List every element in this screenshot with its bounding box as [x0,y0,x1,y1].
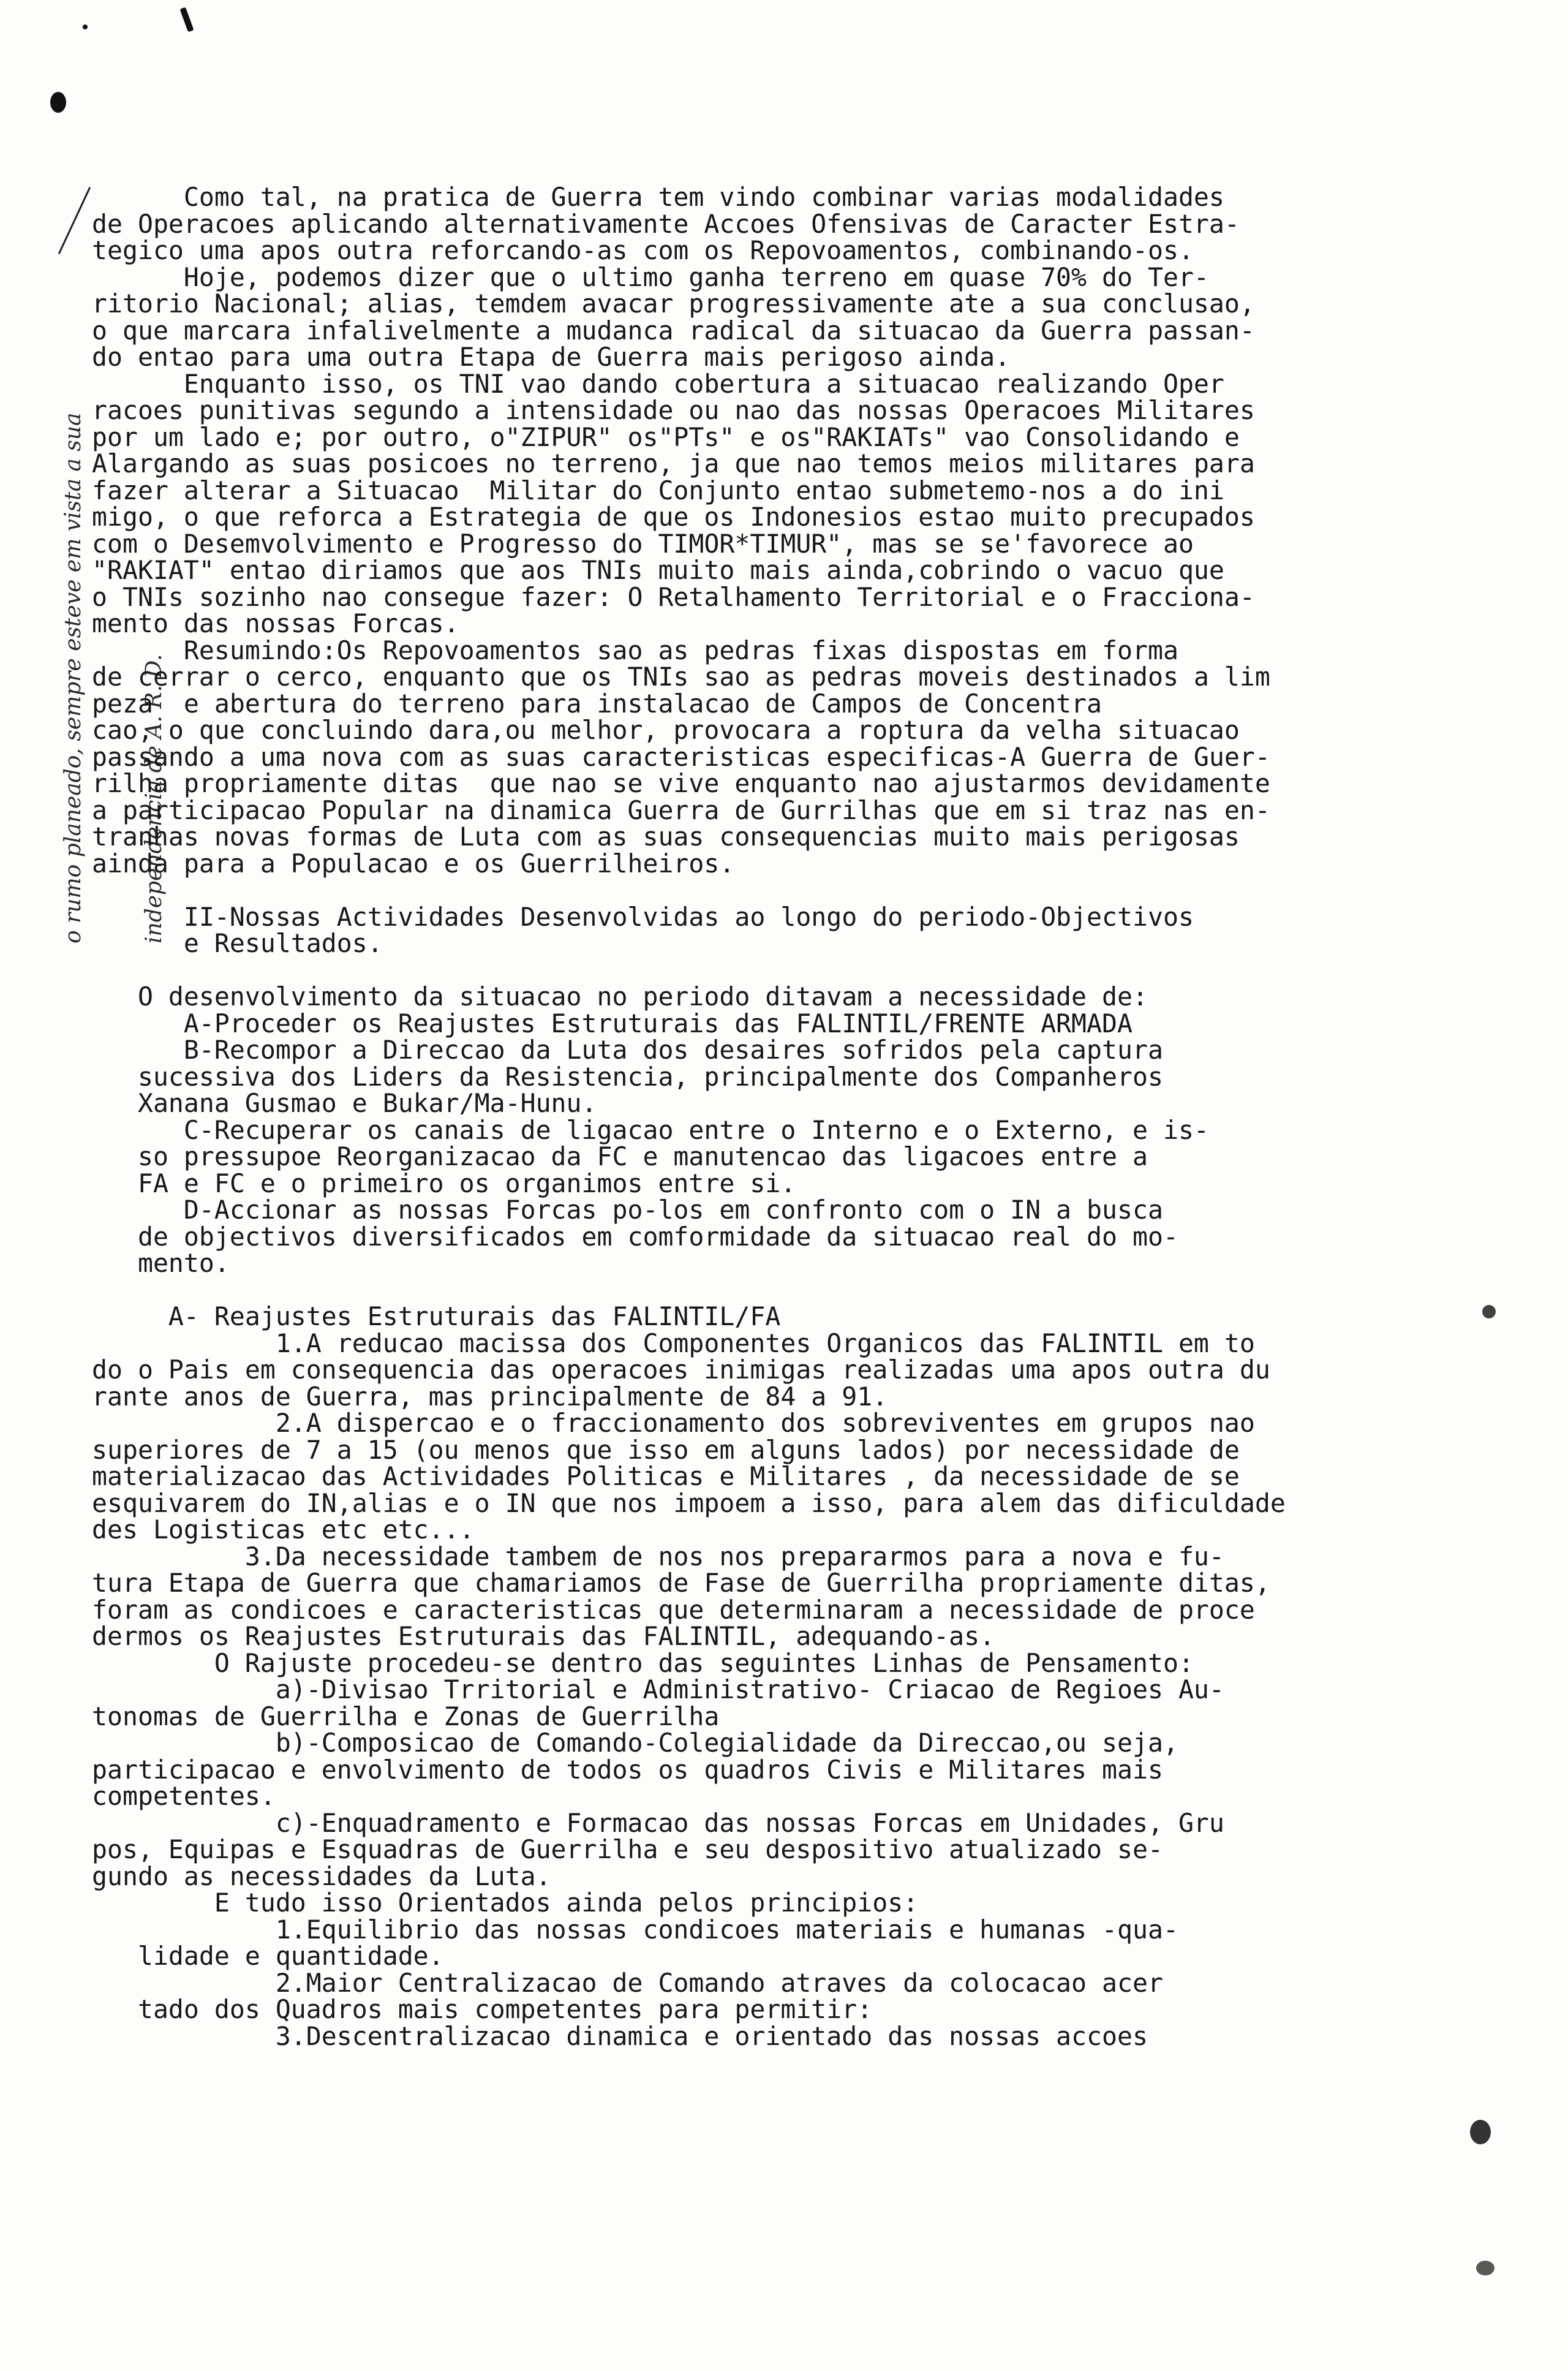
text-line: mento. [92,1248,230,1278]
text-line: pos, Equipas e Esquadras de Guerrilha e seu despositivo atualizado se- [92,1834,1163,1864]
typewritten-body [92,184,1519,2049]
blank-line [92,877,1519,904]
text-line: Resumindo:Os Repovoamentos sao as pedras fixas dispostas em forma [92,635,1178,665]
text-line: lidade e quantidade. [92,1941,444,1971]
margin-note-line-1: o rumo planeado, sempre esteve em vista a sua [61,412,86,943]
text-line: esquivarem do IN,alias e o IN que nos impoem a isso, para alem das dificuldade [92,1488,1286,1518]
text-line: O Rajuste procedeu-se dentro das seguintes Linhas de Pensamento: [92,1647,1194,1678]
ink-speck [179,7,194,32]
text-line: do entao para uma outra Etapa de Guerra mais perigoso ainda. [92,342,1011,372]
text-line: "RAKIAT" entao diriamos que aos TNIs muito mais ainda,cobrindo o vacuo que [92,555,1224,585]
text-line: 1.Equilibrio das nossas condicoes materiais e humanas -qua- [92,1914,1178,1945]
text-line: de Operacoes aplicando alternativamente Accoes Ofensivas de Caracter Estra- [92,208,1240,239]
text-line: so pressupoe Reorganizacao da FC e manutencao das ligacoes entre a [92,1141,1148,1171]
text-line: tura Etapa de Guerra que chamariamos de Fase de Guerrilha propriamente ditas, [92,1568,1270,1598]
text-line: D-Accionar as nossas Forcas po-los em confronto com o IN a busca [92,1195,1163,1225]
text-line: mento das nossas Forcas. [92,608,459,638]
text-line: Alargando as suas posicoes no terreno, ja que nao temos meios militares para [92,448,1255,478]
text-line: 1.A reducao macissa dos Componentes Organicos das FALINTIL em to [92,1328,1255,1358]
text-line: c)-Enquadramento e Formacao das nossas Forcas em Unidades, Gru [92,1807,1224,1838]
margin-note-line-2: independencia de A. R. D. [141,654,167,943]
text-line: ainda para a Populacao e os Guerrilheiros. [92,848,735,879]
text-line: tegico uma apos outra reforcando-as com os Repovoamentos, combinando-os. [92,235,1194,265]
text-line: 2.Maior Centralizacao de Comando atraves da colocacao acer [92,1967,1163,1998]
text-line: gundo as necessidades da Luta. [92,1861,551,1891]
text-line: Como tal, na pratica de Guerra tem vindo combinar varias modalidades [92,182,1224,212]
text-line: a)-Divisao Trritorial e Administrativo- Criacao de Regioes Au- [92,1674,1224,1704]
text-line: C-Recuperar os canais de ligacao entre o Interno e o Externo, e is- [92,1114,1209,1145]
ink-speck [1476,2261,1494,2275]
text-line: o TNIs sozinho nao consegue fazer: O Retalhamento Territorial e o Fracciona- [92,581,1255,612]
text-line: com o Desemvolvimento e Progresso do TIMOR*TIMUR", mas se se'favorece ao [92,528,1194,559]
text-line: o que marcara infalivelmente a mudanca radical da situacao da Guerra passan- [92,315,1255,346]
text-line: 2.A dispercao e o fraccionamento dos sobreviventes em grupos nao [92,1408,1255,1438]
text-line: sucessiva dos Liders da Resistencia, principalmente dos Companheros [92,1061,1163,1092]
text-line: b)-Composicao de Comando-Colegialidade da Direccao,ou seja, [92,1728,1178,1758]
text-line: A- Reajustes Estruturais das FALINTIL/FA [92,1301,781,1331]
text-line: passando a uma nova com as suas caracteristicas especificas-A Guerra de Guer- [92,741,1270,772]
blank-line [92,1277,1519,1304]
text-line: rilha propriamente ditas que nao se vive enquanto nao ajustarmos devidamente [92,768,1270,798]
text-line: materializacao das Actividades Politicas e Militares , da necessidade de se [92,1461,1240,1491]
text-line: ritorio Nacional; alias, temdem avacar progressivamente ate a sua conclusao, [92,289,1255,319]
text-line: tonomas de Guerrilha e Zonas de Guerrilha [92,1701,720,1731]
text-line: racoes punitivas segundo a intensidade ou nao das nossas Operacoes Militares [92,395,1255,425]
text-line: FA e FC e o primeiro os organimos entre si. [92,1168,796,1198]
text-line: II-Nossas Actividades Desenvolvidas ao longo do periodo-Objectivos [92,901,1194,932]
text-line: 3.Descentralizacao dinamica e orientado das nossas accoes [92,2021,1148,2051]
text-line: a participacao Popular na dinamica Guerra de Gurrilhas que em si traz nas en- [92,795,1270,825]
margin-bracket [58,187,91,254]
text-line: e Resultados. [92,928,383,958]
text-line: cao, o que concluindo dara,ou melhor, provocara a roptura da velha situacao [92,715,1240,745]
text-line: O desenvolvimento da situacao no periodo ditavam a necessidade de: [92,981,1148,1012]
text-line: Xanana Gusmao e Bukar/Ma-Hunu. [92,1088,597,1118]
text-line: Enquanto isso, os TNI vao dando cobertura a situacao realizando Oper [92,368,1224,399]
ink-speck [1470,2120,1491,2144]
text-line: participacao e envolvimento de todos os quadros Civis e Militares mais [92,1754,1163,1785]
text-line: superiores de 7 a 15 (ou menos que isso em alguns lados) por necessidade de [92,1434,1240,1465]
text-line: dermos os Reajustes Estruturais das FALINTIL, adequando-as. [92,1621,995,1651]
text-line: por um lado e; por outro, o"ZIPUR" os"PTs" e os"RAKIATs" vao Consolidando e [92,422,1240,452]
ink-speck [83,25,88,29]
text-line: A-Proceder os Reajustes Estruturais das FALINTIL/FRENTE ARMADA [92,1008,1133,1038]
ink-smudge [50,92,66,113]
text-line: 3.Da necessidade tambem de nos nos prepararmos para a nova e fu- [92,1541,1224,1571]
blank-line [92,957,1519,984]
text-line: migo, o que reforca a Estrategia de que os Indonesios estao muito precupados [92,502,1255,532]
text-line: peza e abertura do terreno para instalacao de Campos de Concentra [92,688,1102,719]
text-line: de objectivos diversificados em comformidade da situacao real do mo- [92,1221,1178,1252]
text-line: do o Pais em consequencia das operacoes inimigas realizadas uma apos outra du [92,1355,1270,1385]
text-line: foram as condicoes e caracteristicas que determinaram a necessidade de proce [92,1594,1255,1625]
text-line: tranhas novas formas de Luta com as suas consequencias muito mais perigosas [92,822,1240,852]
text-line: rante anos de Guerra, mas principalmente de 84 a 91. [92,1381,888,1412]
text-line: competentes. [92,1781,276,1811]
text-line: E tudo isso Orientados ainda pelos principios: [92,1888,919,1918]
text-line: tado dos Quadros mais competentes para permitir: [92,1994,873,2024]
text-line: B-Recompor a Direccao da Luta dos desaires sofridos pela captura [92,1035,1163,1065]
text-line: de cerrar o cerco, enquanto que os TNIs sao as pedras moveis destinados a lim [92,662,1270,692]
text-line: des Logisticas etc etc... [92,1514,475,1545]
text-line: fazer alterar a Situacao Militar do Conjunto entao submetemo-nos a do ini [92,475,1224,505]
text-line: Hoje, podemos dizer que o ultimo ganha terreno em quase 70% do Ter- [92,262,1209,292]
